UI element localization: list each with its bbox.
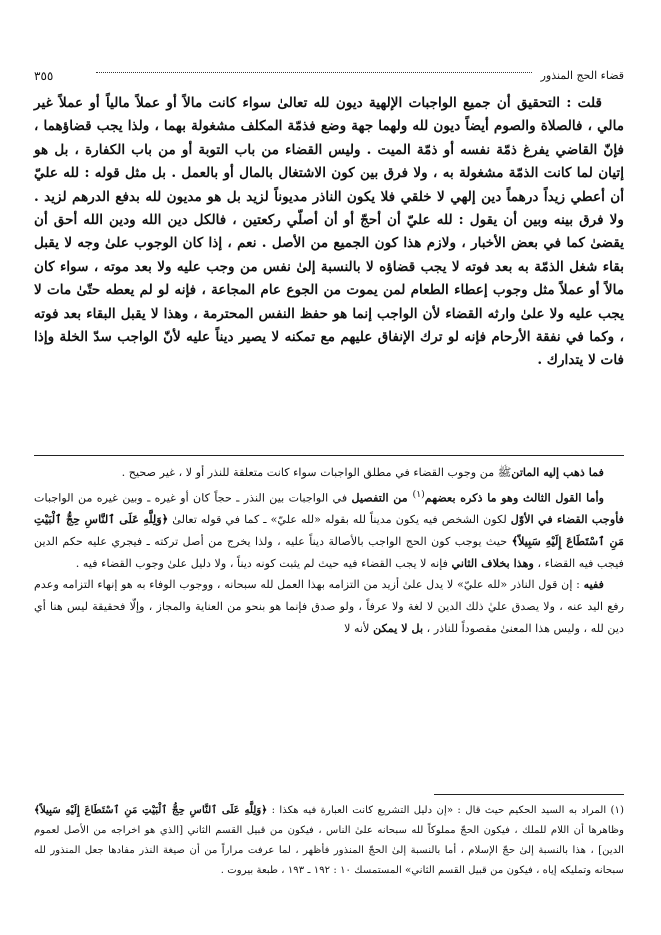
commentary-block xyxy=(34,462,624,639)
footnote-block xyxy=(34,800,624,881)
footnote-text-a: (١) المراد به السيد الحكيم حيث قال : «إن دليل التشريع كانت العبارة فيه هكذا : xyxy=(267,805,624,816)
separator-rule xyxy=(34,455,624,456)
footnote-rule xyxy=(434,794,624,795)
footnote-ref[interactable]: (١) xyxy=(412,488,425,500)
commentary-lead-2: وأما القول الثالث وهو ما ذكره بعضهم xyxy=(424,490,604,505)
commentary-paragraph-3 xyxy=(34,574,624,639)
commentary-text-2c: حيث يوجب كون الحج الواجب بالأصالة ديناً عليه ، ولذا يخرج من أصل تركته ـ فيجري عليه حكم الدين فيجب فيه القضاء ، xyxy=(34,534,624,570)
commentary-text-3a: : إن قول الناذر «لله عليّ» لا يدل علىٰ أزيد من التزامه بهذا العمل لله سبحانه ، ووجوب الوفاء به هو إنهاء التزامه وعدم رفع اليد عنه ، ولا يصدق عليٰ ذلك الدين لا لغة ولا عرفاً ، ولو صدق فإنما هو بنحو من العناية والمجاز ، وإلّا فحقيقة ليس هنا أي دين لله ، وليس هذا المعنىٰ مقصوداً للناذر ، xyxy=(34,578,624,635)
commentary-bold-2: من التفصيل xyxy=(351,490,413,505)
commentary-bold-4: وهذا بخلاف الثاني xyxy=(451,555,534,570)
page-number: ٣٥٥ xyxy=(34,69,54,83)
commentary-lead-3: ففيه xyxy=(583,577,604,592)
commentary-text-1: ﷺ من وجوب القضاء في مطلق الواجبات سواء كانت متعلقة للنذر أو لا ، غير صحيح . xyxy=(121,466,512,479)
quran-verse: ﴿وَلِلَّهِ عَلَى ٱلنَّاسِ حِجُّ ٱلْبَيْتِ مَنِ ٱسْتَطَاعَ إِلَيْهِ سَبِيلاً﴾ xyxy=(34,512,625,548)
footnote-quran-verse: ﴿وَلِلَّهِ عَلَى ٱلنَّاسِ حِجُّ ٱلْبَيْتِ مَنِ ٱسْتَطَاعَ إِلَيْهِ سَبِيلاً﴾ xyxy=(34,804,268,816)
commentary-bold-5: بل لا يمكن xyxy=(373,620,424,635)
main-paragraph: قلت : التحقيق أن جميع الواجبات الإلهية ديون لله تعالىٰ سواء كانت مالاً أو عملاً مالياً أو عملاً غير مالي ، فالصلاة والصوم أيضاً ديون لله ولهما جهة وضع فذمّة المكلف مشغولة بهما ، ولذا يجب قضاؤهما ، فإنّ القاضي يفرغ ذمّة نفسه أو ذمّة الميت . وليس القضاء من باب التوبة أو من باب الكفارة ، بل هو إتيان لما كانت الذمّة مشغولة به ، ولا فرق بين كون الاشتغال بالمال أو بالعمل . بل مثل قوله : لله عليّ أن أعطي زيداً درهماً دين إلهي لا خلقي فلا يكون الناذر مديوناً لزيد بل هو مديون لله بدفع الدرهم لزيد . ولا فرق بينه وبين أن يقول : لله عليّ أن أحجّ أو أن أصلّي ركعتين ، فالكل دين الله ودين الله أحق أن يقضىٰ كما في بعض الأخبار ، ولازم هذا كون الجميع من الأصل . نعم ، إذا كان الوجوب علىٰ وجه لا يقبل بقاء شغل الذمّة به بعد فوته لا يجب قضاؤه لا بالنسبة إلىٰ نفس من وجب عليه ولا بعد موته ، سواء كان مالاً أو عملاً مثل وجوب إعطاء الطعام لمن يموت من الجوع عام المجاعة ، فإنه لو لم يعطه حتّىٰ مات لا يجب عليه ولا علىٰ وارثه القضاء لأن الواجب إنما هو حفظ النفس المحترمة ، وهذا لا يقبل البقاء بعد فوته ، وكما في نفقة الأرحام فإنه لو ترك الإنفاق عليهم مع تمكنه لا يصير ديناً عليه لأنّ الواجب سدّ الخلة وإذا فات لا يتدارك . xyxy=(34,95,624,369)
commentary-bold-3: فأوجب القضاء في الأوّل xyxy=(510,512,624,527)
commentary-text-2d: فإنه لا يجب القضاء فيه حيث لم يثبت كونه ديناً ، ولا دليل علىٰ وجوب القضاء فيه . xyxy=(75,556,452,570)
header-title: قضاء الحج المنذور xyxy=(540,69,624,82)
header-leader-dots xyxy=(96,72,532,73)
running-header xyxy=(34,66,624,86)
footnote-1 xyxy=(34,800,624,881)
commentary-paragraph-2 xyxy=(34,484,624,575)
footnote-text-b: وظاهرها أن اللام للملك ، فيكون الحجّ مملوكاً لله سبحانه علىٰ الناس ، فيكون من قبيل القسم الثاني [الذي هو اخراجه من الأصل لعموم الدين] ، هذا بالنسبة إلىٰ حجّ الإسلام ، أما بالنسبة إلىٰ الحجّ المنذور فأظهر ، لما عرفت مراراً من أن صيغة النذر مفادها جعل المنذور لله سبحانه وتمليكه إياه ، فيكون من قبيل القسم الثاني» المستمسك ١٠ : ١٩٢ ـ ١٩٣ ، طبعة بيروت . xyxy=(34,825,624,876)
commentary-text-2a: في الواجبات بين النذر ـ حجاً كان أو غيره ـ وبين غيره من الواجبات xyxy=(34,491,352,505)
main-text-block xyxy=(34,92,624,373)
commentary-text-3b: لأنه لا xyxy=(344,621,374,635)
commentary-text-2b: لكون الشخص فيه يكون مديناً لله بقوله «لله عليّ» ـ كما في قوله تعالىٰ xyxy=(168,513,511,527)
commentary-lead-1: فما ذهب إليه الماتن xyxy=(511,465,604,479)
commentary-paragraph-1 xyxy=(34,462,624,484)
